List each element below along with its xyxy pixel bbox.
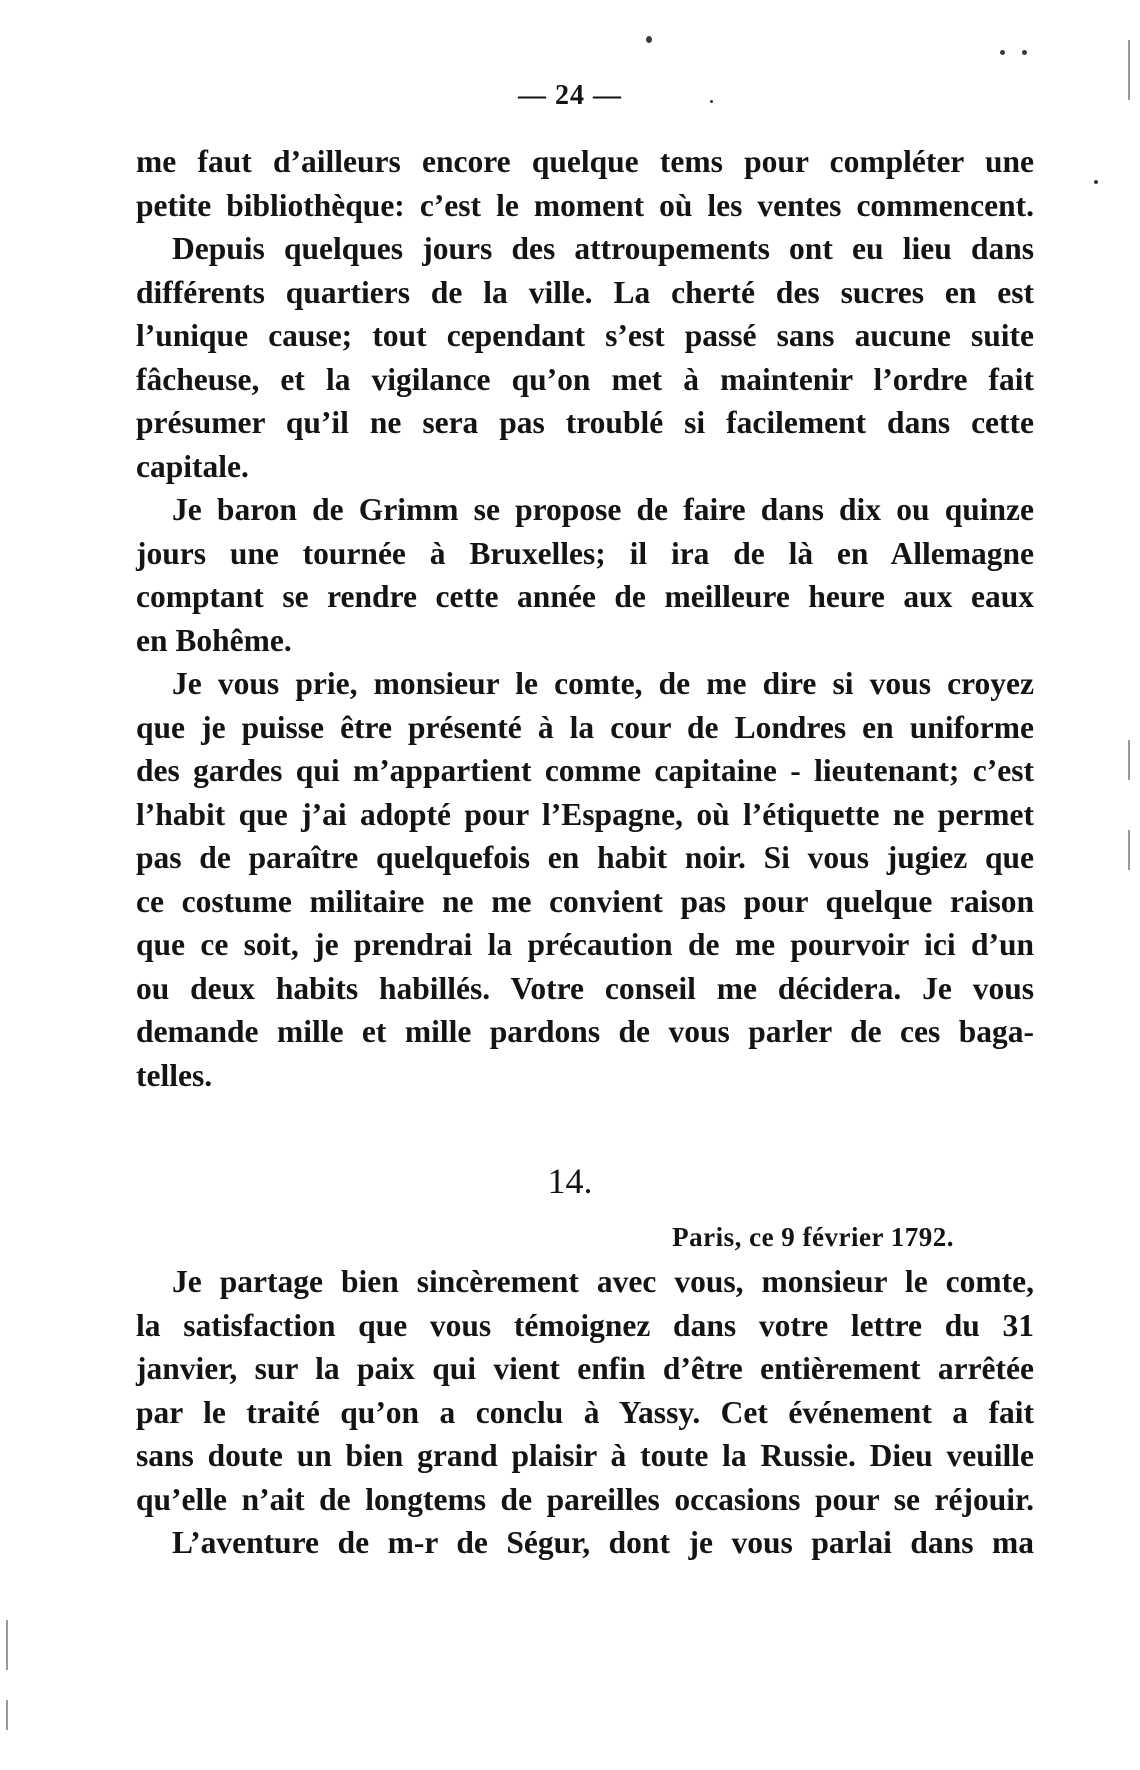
- text-line: en Bohême.: [136, 622, 292, 658]
- body-text-continuation: [136, 140, 1034, 1097]
- text-line: par le traité qu’on a conclu à Yassy. Cet événement a fait: [136, 1394, 1034, 1430]
- text-line: ou deux habits habillés. Votre conseil me décidera. Je vous: [136, 970, 1034, 1006]
- text-line: ce costume militaire ne me convient pas pour quelque raison: [136, 883, 1034, 919]
- text-line: Je baron de Grimm se propose de faire dans dix ou quinze: [172, 492, 1034, 527]
- text-line: L’aventure de m-r de Ségur, dont je vous parlai dans ma: [172, 1525, 1034, 1560]
- text-line: l’habit que j’ai adopté pour l’Espagne, où l’étiquette ne permet: [136, 796, 1034, 832]
- margin-mark: [6, 1700, 8, 1730]
- text-line: Je partage bien sincèrement avec vous, monsieur le comte,: [172, 1264, 1034, 1299]
- ink-speck: [1094, 180, 1098, 184]
- text-line: fâcheuse, et la vigilance qu’on met à maintenir l’ordre fait: [136, 361, 1034, 397]
- margin-mark: [1128, 740, 1130, 780]
- text-line: jours une tournée à Bruxelles; il ira de là en Allemagne: [136, 535, 1034, 571]
- letter-number: 14.: [547, 1161, 593, 1201]
- ink-speck: [1022, 50, 1027, 55]
- page-number: — 24 —: [518, 80, 622, 111]
- text-line: Depuis quelques jours des attroupements ont eu lieu dans: [172, 231, 1034, 266]
- text-line: sans doute un bien grand plaisir à toute la Russie. Dieu veuille: [136, 1438, 1034, 1473]
- margin-mark: [1128, 830, 1130, 870]
- text-line: qu’elle n’ait de longtems de pareilles occasions pour se réjouir.: [136, 1481, 1034, 1517]
- text-line: la satisfaction que vous témoignez dans votre lettre du 31: [136, 1307, 1034, 1343]
- text-line: que ce soit, je prendrai la précaution de me pourvoir ici d’un: [136, 927, 1034, 962]
- text-line: petite bibliothèque: c’est le moment où les ventes commencent.: [136, 187, 1034, 223]
- text-line: capitale.: [136, 448, 249, 484]
- text-line: Je vous prie, monsieur le comte, de me dire si vous croyez: [172, 666, 1034, 701]
- text-line: janvier, sur la paix qui vient enfin d’être entièrement arrêtée: [136, 1351, 1034, 1386]
- text-line: pas de paraître quelquefois en habit noir. Si vous jugiez que: [136, 840, 1034, 875]
- text-line: me faut d’ailleurs encore quelque tems pour compléter une: [136, 144, 1034, 179]
- body-text-letter: [136, 1260, 1034, 1565]
- text-line: des gardes qui m’appartient comme capitaine - lieutenant; c’est: [136, 753, 1034, 788]
- margin-mark: [6, 1620, 8, 1670]
- text-line: comptant se rendre cette année de meilleure heure aux eaux: [136, 579, 1034, 614]
- ink-speck: [646, 36, 652, 43]
- text-line: telles.: [136, 1057, 213, 1093]
- ink-speck: [1000, 50, 1005, 55]
- text-line: l’unique cause; tout cependant s’est passé sans aucune suite: [136, 318, 1034, 353]
- text-line: que je puisse être présenté à la cour de Londres en uniforme: [136, 709, 1034, 745]
- text-line: différents quartiers de la ville. La cherté des sucres en est: [136, 274, 1034, 310]
- text-line: présumer qu’il ne sera pas troublé si facilement dans cette: [136, 405, 1034, 440]
- text-line: demande mille et mille pardons de vous parler de ces baga-: [136, 1014, 1034, 1049]
- letter-dateline: Paris, ce 9 février 1792.: [672, 1222, 954, 1252]
